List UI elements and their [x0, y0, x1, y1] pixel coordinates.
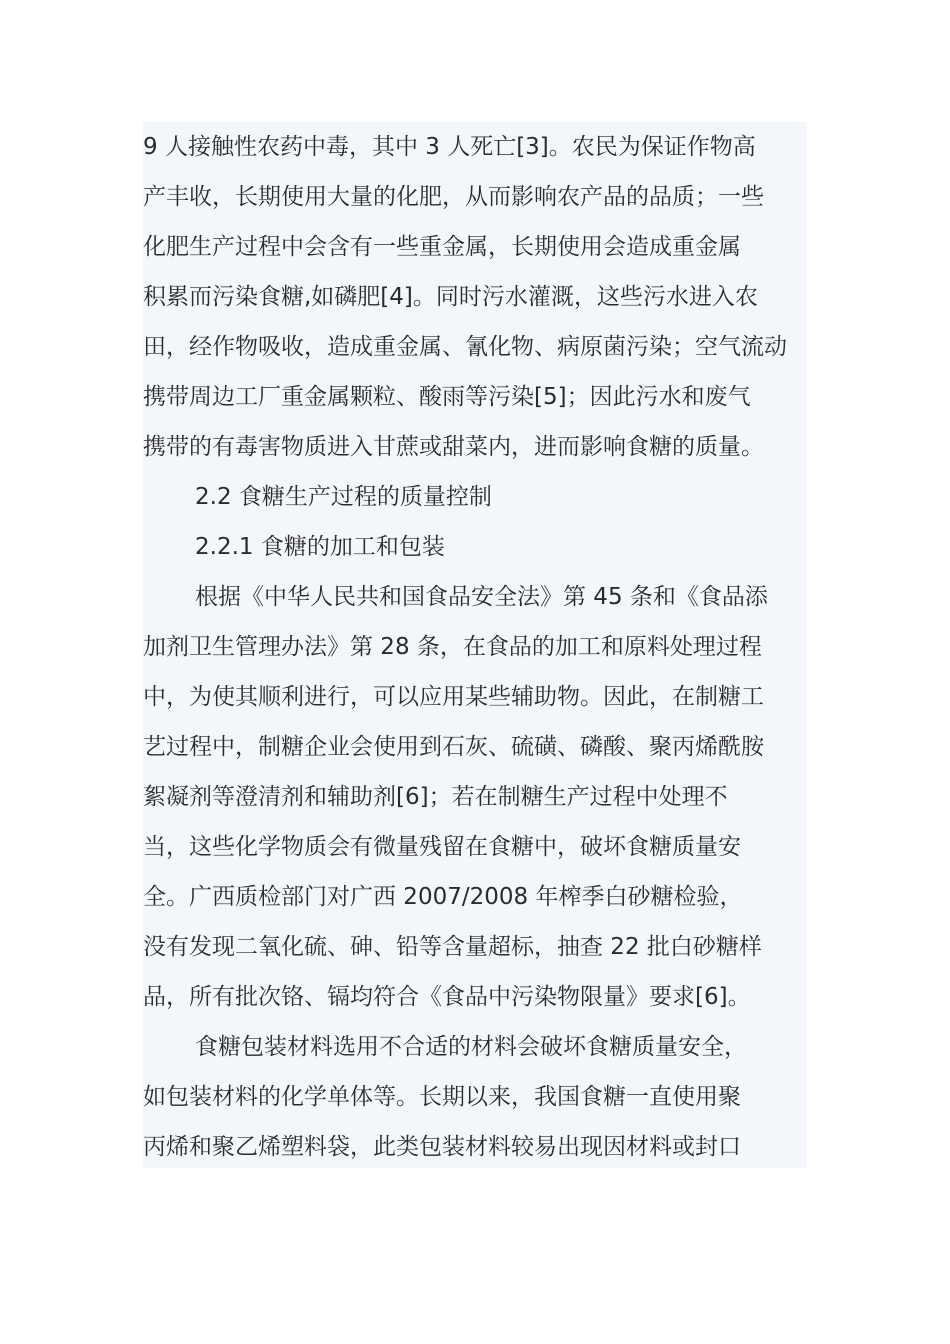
text-line: 絮凝剂等澄清剂和辅助剂[6]；若在制糖生产过程中处理不 — [143, 784, 728, 810]
text-line: 如包装材料的化学单体等。长期以来，我国食糖一直使用聚 — [143, 1084, 741, 1110]
subsection-heading: 2.2.1 食糖的加工和包装 — [195, 534, 445, 560]
document-body — [143, 122, 807, 1168]
text-line: 积累而污染食糖,如磷肥[4]。同时污水灌溉，这些污水进入农 — [143, 284, 758, 310]
text-line: 全。广西质检部门对广西 2007/2008 年榨季白砂糖检验， — [143, 884, 743, 910]
text-line: 携带周边工厂重金属颗粒、酸雨等污染[5]；因此污水和废气 — [143, 384, 751, 410]
text-line: 田，经作物吸收，造成重金属、氰化物、病原菌污染；空气流动 — [143, 334, 787, 360]
text-line: 化肥生产过程中会含有一些重金属，长期使用会造成重金属 — [143, 234, 741, 260]
text-line: 没有发现二氧化硫、砷、铅等含量超标，抽查 22 批白砂糖样 — [143, 934, 762, 960]
text-line: 产丰收，长期使用大量的化肥，从而影响农产品的品质；一些 — [143, 184, 764, 210]
paragraph-start: 食糖包装材料选用不合适的材料会破坏食糖质量安全， — [195, 1034, 747, 1060]
text-line: 中，为使其顺利进行，可以应用某些辅助物。因此，在制糖工 — [143, 684, 764, 710]
text-line: 当，这些化学物质会有微量残留在食糖中，破坏食糖质量安 — [143, 834, 741, 860]
text-line: 丙烯和聚乙烯塑料袋，此类包装材料较易出现因材料或封口 — [143, 1134, 741, 1160]
paragraph-start: 根据《中华人民共和国食品安全法》第 45 条和《食品添 — [195, 584, 768, 610]
text-line: 加剂卫生管理办法》第 28 条，在食品的加工和原料处理过程 — [143, 634, 762, 660]
text-line: 艺过程中，制糖企业会使用到石灰、硫磺、磷酸、聚丙烯酰胺 — [143, 734, 764, 760]
section-heading: 2.2 食糖生产过程的质量控制 — [195, 484, 492, 510]
text-line: 携带的有毒害物质进入甘蔗或甜菜内，进而影响食糖的质量。 — [143, 434, 764, 460]
text-line: 9 人接触性农药中毒，其中 3 人死亡[3]。农民为保证作物高 — [143, 134, 756, 160]
text-line: 品，所有批次铬、镉均符合《食品中污染物限量》要求[6]。 — [143, 984, 751, 1010]
